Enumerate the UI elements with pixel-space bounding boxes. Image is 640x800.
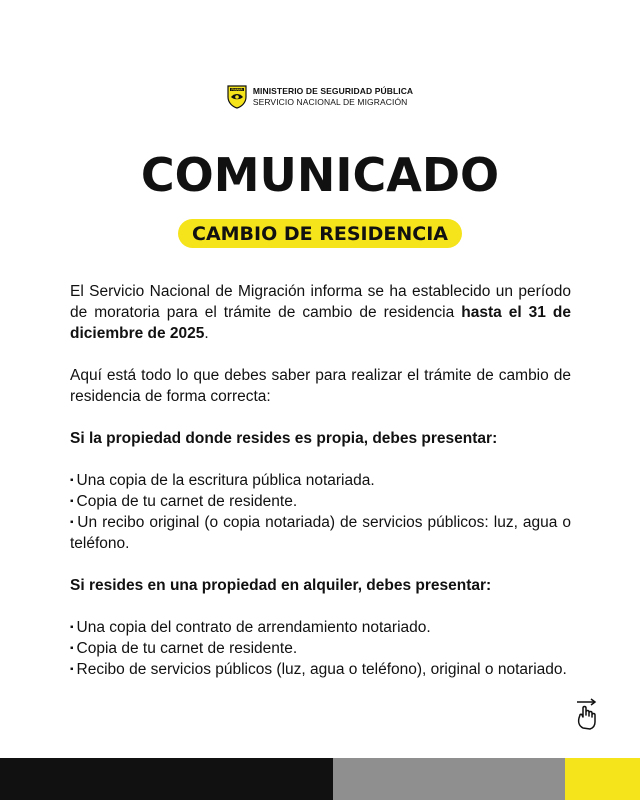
bullet-icon: ▪ bbox=[70, 664, 74, 675]
list-item: ▪ Una copia del contrato de arrendamiento notariado. bbox=[70, 619, 431, 636]
list-item: ▪ Copia de tu carnet de residente. bbox=[70, 493, 298, 510]
panama-migration-shield-icon bbox=[227, 85, 247, 109]
intro-text: El Servicio Nacional de Migración informa se ha establecido un período de moratoria para el trámite de cambio de residencia bbox=[70, 283, 571, 321]
footer-bar-yellow bbox=[565, 758, 640, 800]
header-logo-block bbox=[0, 85, 640, 109]
list-item: ▪ Recibo de servicios públicos (luz, agua o teléfono), original o notariado. bbox=[70, 661, 567, 678]
bullet-icon: ▪ bbox=[70, 475, 74, 486]
service-name: SERVICIO NACIONAL DE MIGRACIÓN bbox=[252, 97, 408, 107]
footer-color-bar bbox=[0, 758, 640, 800]
section-rent-heading: Si resides en una propiedad en alquiler, debes presentar: bbox=[70, 577, 492, 594]
intro-paragraph bbox=[70, 281, 571, 344]
section-own-heading: Si la propiedad donde resides es propia, debes presentar: bbox=[70, 430, 498, 447]
bullet-icon: ▪ bbox=[70, 622, 74, 633]
intro-deadline: hasta el 31 de diciembre de 2025 bbox=[70, 304, 571, 342]
list-item: ▪ Una copia de la escritura pública notariada. bbox=[70, 472, 375, 489]
subtitle-badge: CAMBIO DE RESIDENCIA bbox=[178, 219, 462, 248]
bullet-icon: ▪ bbox=[70, 643, 74, 654]
footer-bar-gray bbox=[333, 758, 565, 800]
bullet-icon: ▪ bbox=[70, 517, 75, 528]
swipe-hand-icon bbox=[574, 696, 600, 732]
bullet-icon: ▪ bbox=[70, 496, 74, 507]
shield-label: PANAMÁ bbox=[231, 88, 243, 92]
footer-bar-black bbox=[0, 758, 333, 800]
list-item: ▪ Copia de tu carnet de residente. bbox=[70, 640, 298, 657]
list-item: ▪ Un recibo original (o copia notariada) de servicios públicos: luz, agua o teléfono. bbox=[70, 514, 572, 552]
page-title: COMUNICADO bbox=[140, 148, 500, 202]
lead-paragraph: Aquí está todo lo que debes saber para realizar el trámite de cambio de residencia de forma correcta: bbox=[70, 367, 571, 405]
intro-end: . bbox=[204, 325, 209, 342]
communique-body bbox=[70, 281, 571, 680]
ministry-name: MINISTERIO DE SEGURIDAD PÚBLICA bbox=[252, 86, 414, 96]
